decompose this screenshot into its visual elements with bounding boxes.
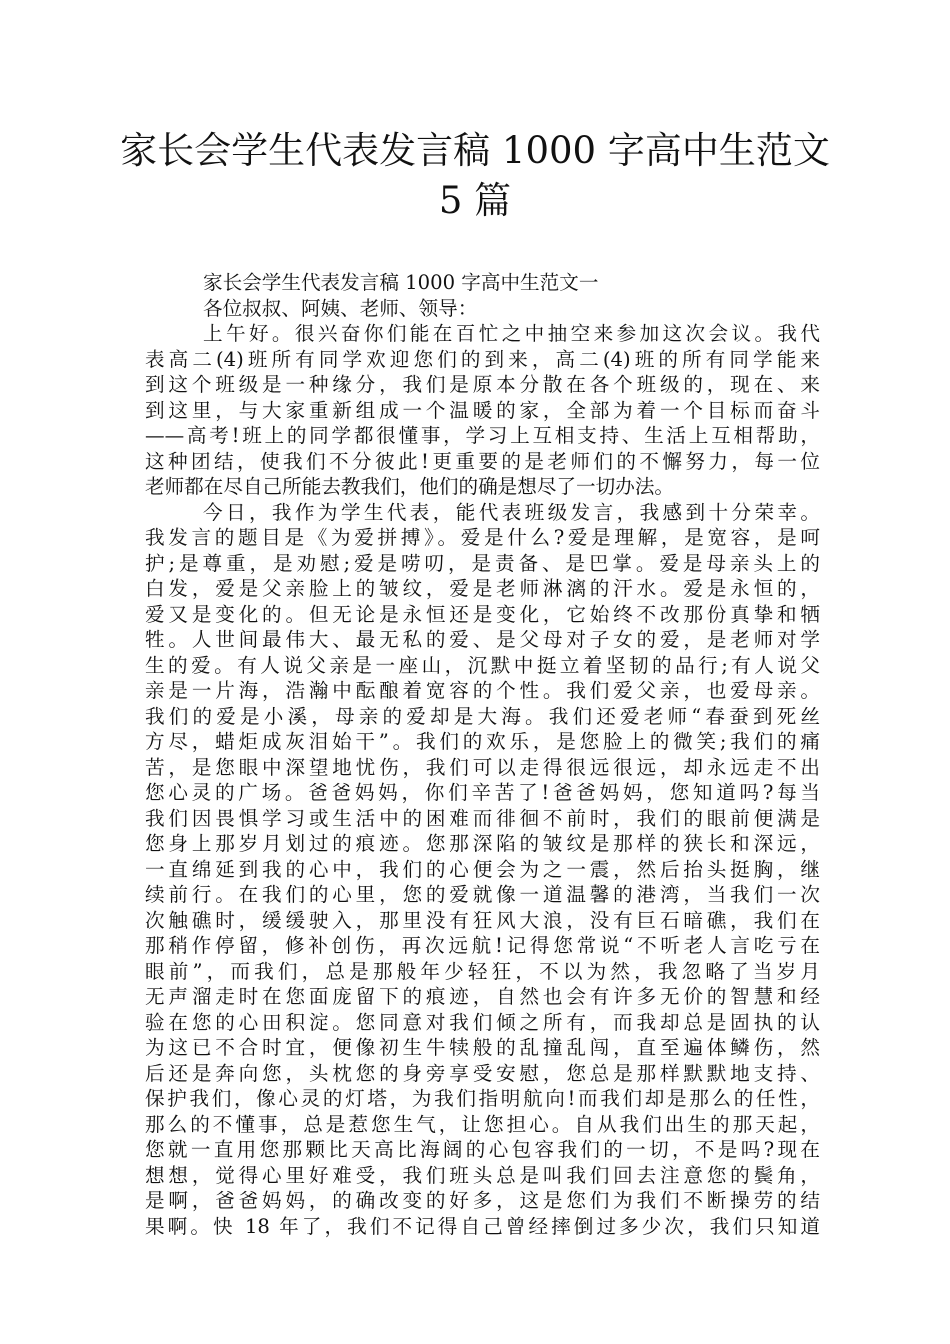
text-line: 眼前”，而我们，总是那般年少轻狂，不以为然，我忽略了当岁月 bbox=[145, 959, 820, 983]
text-line: ——高考!班上的同学都很懂事，学习上互相支持、生活上互相帮助， bbox=[145, 424, 820, 447]
text-line: 那稍作停留，修补创伤，再次远航!记得您常说“不听老人言吃亏在 bbox=[145, 934, 820, 957]
text-line: 我们因畏惧学习或生活中的困难而徘徊不前时，我们的眼前便满是 bbox=[145, 806, 820, 830]
text-line: 苦，是您眼中深望地忧伤，我们可以走得很远很远，却永远走不出 bbox=[145, 755, 820, 779]
text-line: 各位叔叔、阿姨、老师、领导： bbox=[203, 296, 478, 320]
text-line: 您心灵的广场。爸爸妈妈，你们辛苦了!爸爸妈妈，您知道吗?每当 bbox=[145, 781, 820, 804]
text-line: 一直绵延到我的心中，我们的心便会为之一震，然后抬头挺胸，继 bbox=[145, 857, 820, 881]
title-line-1: 家长会学生代表发言稿 1000 字高中生范文 bbox=[120, 129, 830, 172]
text-line: 到这里，与大家重新组成一个温暖的家，全部为着一个目标而奋斗 bbox=[145, 398, 820, 422]
text-line: 是啊，爸爸妈妈，的确改变的好多，这是您们为我们不断操劳的结 bbox=[145, 1189, 820, 1212]
text-line: 白发，爱是父亲脸上的皱纹，爱是老师淋漓的汗水。爱是永恒的， bbox=[145, 577, 820, 600]
text-line: 果啊。快 18 年了，我们不记得自己曾经摔倒过多少次，我们只知道 bbox=[145, 1214, 820, 1238]
text-line: 今日，我作为学生代表，能代表班级发言，我感到十分荣幸。 bbox=[203, 500, 820, 524]
text-line: 这种团结，使我们不分彼此!更重要的是老师们的不懈努力，每一位 bbox=[145, 449, 820, 473]
text-line: 后还是奔向您，头枕您的身旁享受安慰，您总是那样默默地支持、 bbox=[145, 1061, 820, 1085]
text-line: 无声溜走时在您面庞留下的痕迹，自然也会有许多无价的智慧和经 bbox=[145, 985, 820, 1008]
text-line: 牲。人世间最伟大、最无私的爱、是父母对子女的爱，是老师对学 bbox=[145, 628, 820, 651]
text-line: 上午好。很兴奋你们能在百忙之中抽空来参加这次会议。我代 bbox=[203, 322, 820, 345]
text-line: 老师都在尽自己所能去教我们，他们的确是想尽了一切办法。 bbox=[145, 475, 675, 498]
title-line-2: 5 篇 bbox=[438, 179, 512, 222]
text-line: 您就一直用您那颗比天高比海阔的心包容我们的一切，不是吗?现在 bbox=[145, 1138, 820, 1161]
text-line: 次触礁时，缓缓驶入，那里没有狂风大浪，没有巨石暗礁，我们在 bbox=[145, 908, 820, 932]
text-line: 保护我们，像心灵的灯塔，为我们指明航向!而我们却是那么的任性， bbox=[145, 1087, 820, 1110]
text-line: 我们的爱是小溪，母亲的爱却是大海。我们还爱老师“春蚕到死丝 bbox=[145, 704, 820, 728]
text-line: 方尽，蜡炬成灰泪始干”。我们的欢乐，是您脸上的微笑;我们的痛 bbox=[145, 730, 820, 753]
text-line: 家长会学生代表发言稿 1000 字高中生范文一 bbox=[203, 271, 599, 294]
text-line: 您身上那岁月划过的痕迹。您那深陷的皱纹是那样的狭长和深远， bbox=[145, 832, 820, 855]
document-title bbox=[100, 126, 850, 226]
text-line: 生的爱。有人说父亲是一座山，沉默中挺立着坚韧的品行;有人说父 bbox=[145, 653, 820, 677]
text-line: 想想，觉得心里好难受，我们班头总是叫我们回去注意您的鬓角， bbox=[145, 1163, 820, 1187]
text-line: 续前行。在我们的心里，您的爱就像一道温馨的港湾，当我们一次 bbox=[145, 883, 820, 906]
text-line: 表高二(4)班所有同学欢迎您们的到来，高二(4)班的所有同学能来 bbox=[145, 347, 820, 371]
text-line: 爱又是变化的。但无论是永恒还是变化，它始终不改那份真挚和牺 bbox=[145, 602, 820, 626]
text-line: 我发言的题目是《为爱拼搏》。爱是什么?爱是理解，是宽容，是呵 bbox=[145, 526, 820, 549]
text-line: 到这个班级是一种缘分，我们是原本分散在各个班级的，现在、来 bbox=[145, 373, 820, 396]
text-line: 验在您的心田积淀。您同意对我们倾之所有，而我却总是固执的认 bbox=[145, 1010, 820, 1034]
text-line: 护;是尊重，是劝慰;爱是唠叨，是责备、是巴掌。爱是母亲头上的 bbox=[145, 551, 820, 575]
text-line: 那么的不懂事，总是惹您生气，让您担心。自从我们出生的那天起， bbox=[145, 1112, 820, 1136]
text-line: 为这已不合时宜，便像初生牛犊般的乱撞乱闯，直至遍体鳞伤，然 bbox=[145, 1036, 820, 1059]
text-line: 亲是一片海，浩瀚中酝酿着宽容的个性。我们爱父亲，也爱母亲。 bbox=[145, 679, 820, 702]
document-body bbox=[145, 270, 820, 1239]
